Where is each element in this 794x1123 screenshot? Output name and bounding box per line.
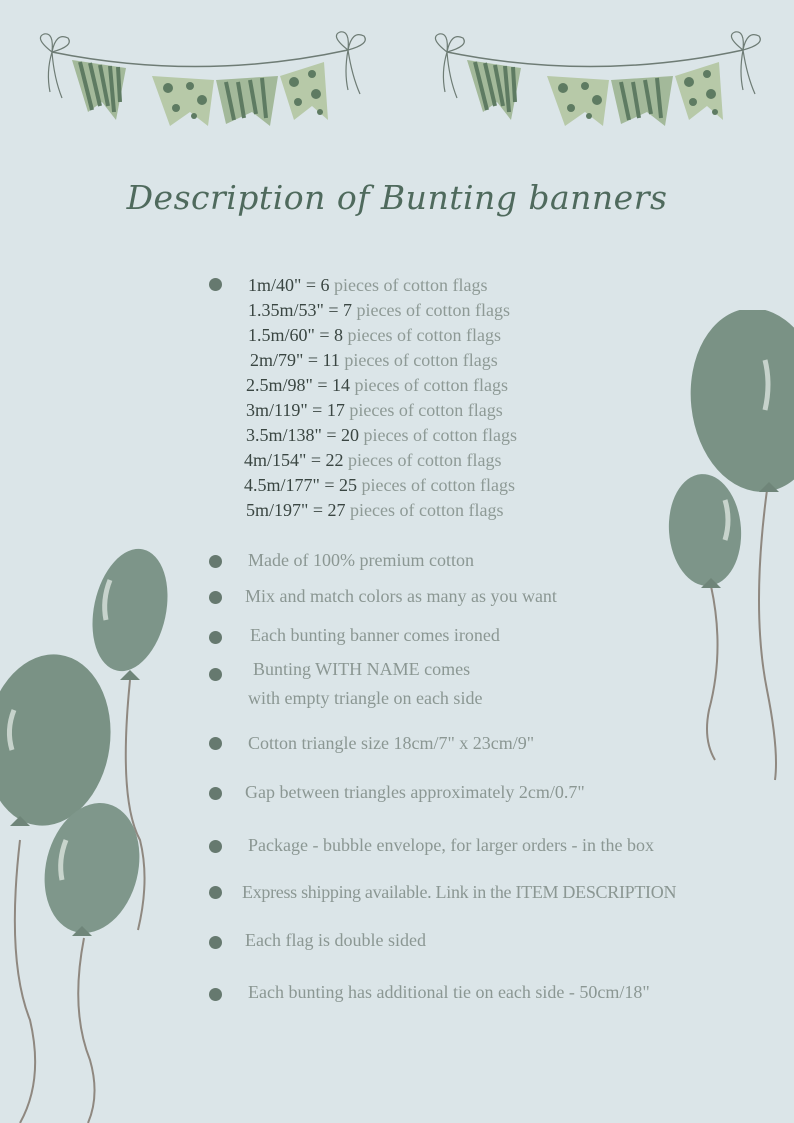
size-measure: 4.5m/177" = 25 xyxy=(244,475,358,495)
size-pieces: pieces of cotton flags xyxy=(363,425,517,445)
bullet-sizes xyxy=(209,278,222,291)
size-measure: 5m/197" = 27 xyxy=(246,500,346,520)
page-title: Description of Bunting banners xyxy=(126,178,668,217)
bullet-icon xyxy=(209,591,222,604)
feature-item: Cotton triangle size 18cm/7" x 23cm/9" xyxy=(248,733,535,753)
size-pieces: pieces of cotton flags xyxy=(334,275,488,295)
feature-item: Bunting WITH NAME comes xyxy=(253,659,471,679)
feature-item: Each flag is double sided xyxy=(245,930,426,950)
size-row xyxy=(246,398,517,423)
balloons-illustration-right xyxy=(655,310,794,790)
balloon-graphic xyxy=(0,542,178,1123)
bullet-icon xyxy=(209,787,222,800)
bunting-graphic xyxy=(435,32,760,126)
feature-item: Package - bubble envelope, for larger orders - in the box xyxy=(248,835,655,855)
bullet-icon xyxy=(209,668,222,681)
feature-item: Made of 100% premium cotton xyxy=(248,550,474,570)
size-row xyxy=(246,423,517,448)
feature-item: with empty triangle on each side xyxy=(248,688,483,708)
feature-item: Each bunting has additional tie on each side - 50cm/18" xyxy=(248,982,650,1002)
size-pieces: pieces of cotton flags xyxy=(356,300,510,320)
feature-item: Gap between triangles approximately 2cm/0.7" xyxy=(245,782,585,802)
size-measure: 3m/119" = 17 xyxy=(246,400,345,420)
size-row xyxy=(244,473,517,498)
balloons-illustration-left xyxy=(0,540,210,1123)
size-measure: 4m/154" = 22 xyxy=(244,450,344,470)
size-row xyxy=(244,448,517,473)
feature-item: Express shipping available. Link in the ITEM DESCRIPTION xyxy=(242,882,677,902)
bullet-icon xyxy=(209,737,222,750)
size-pieces: pieces of cotton flags xyxy=(361,475,515,495)
size-measure: 1m/40" = 6 xyxy=(248,275,330,295)
size-pieces: pieces of cotton flags xyxy=(344,350,498,370)
size-pieces: pieces of cotton flags xyxy=(349,400,503,420)
size-row xyxy=(246,373,517,398)
size-measure: 2.5m/98" = 14 xyxy=(246,375,351,395)
size-pieces: pieces of cotton flags xyxy=(348,450,502,470)
bunting-illustration-right xyxy=(425,22,765,132)
size-measure: 1.5m/60" = 8 xyxy=(248,325,344,345)
size-pieces: pieces of cotton flags xyxy=(354,375,508,395)
bullet-icon xyxy=(209,988,222,1001)
bullet-icon xyxy=(209,631,222,644)
size-list xyxy=(246,273,517,523)
bunting-illustration-left xyxy=(30,22,370,132)
size-pieces: pieces of cotton flags xyxy=(347,325,501,345)
size-pieces: pieces of cotton flags xyxy=(350,500,504,520)
size-row xyxy=(250,348,517,373)
size-row xyxy=(248,323,517,348)
size-measure: 2m/79" = 11 xyxy=(250,350,340,370)
balloon-graphic xyxy=(665,310,794,780)
bullet-icon xyxy=(209,886,222,899)
feature-item: Mix and match colors as many as you want xyxy=(245,586,557,606)
size-row xyxy=(246,498,517,523)
bunting-graphic xyxy=(40,32,365,126)
feature-item: Each bunting banner comes ironed xyxy=(250,625,500,645)
bullet-icon xyxy=(209,840,222,853)
bullet-icon xyxy=(209,555,222,568)
size-row xyxy=(248,273,517,298)
bullet-icon xyxy=(209,936,222,949)
size-measure: 1.35m/53" = 7 xyxy=(248,300,353,320)
size-measure: 3.5m/138" = 20 xyxy=(246,425,360,445)
size-row xyxy=(248,298,517,323)
